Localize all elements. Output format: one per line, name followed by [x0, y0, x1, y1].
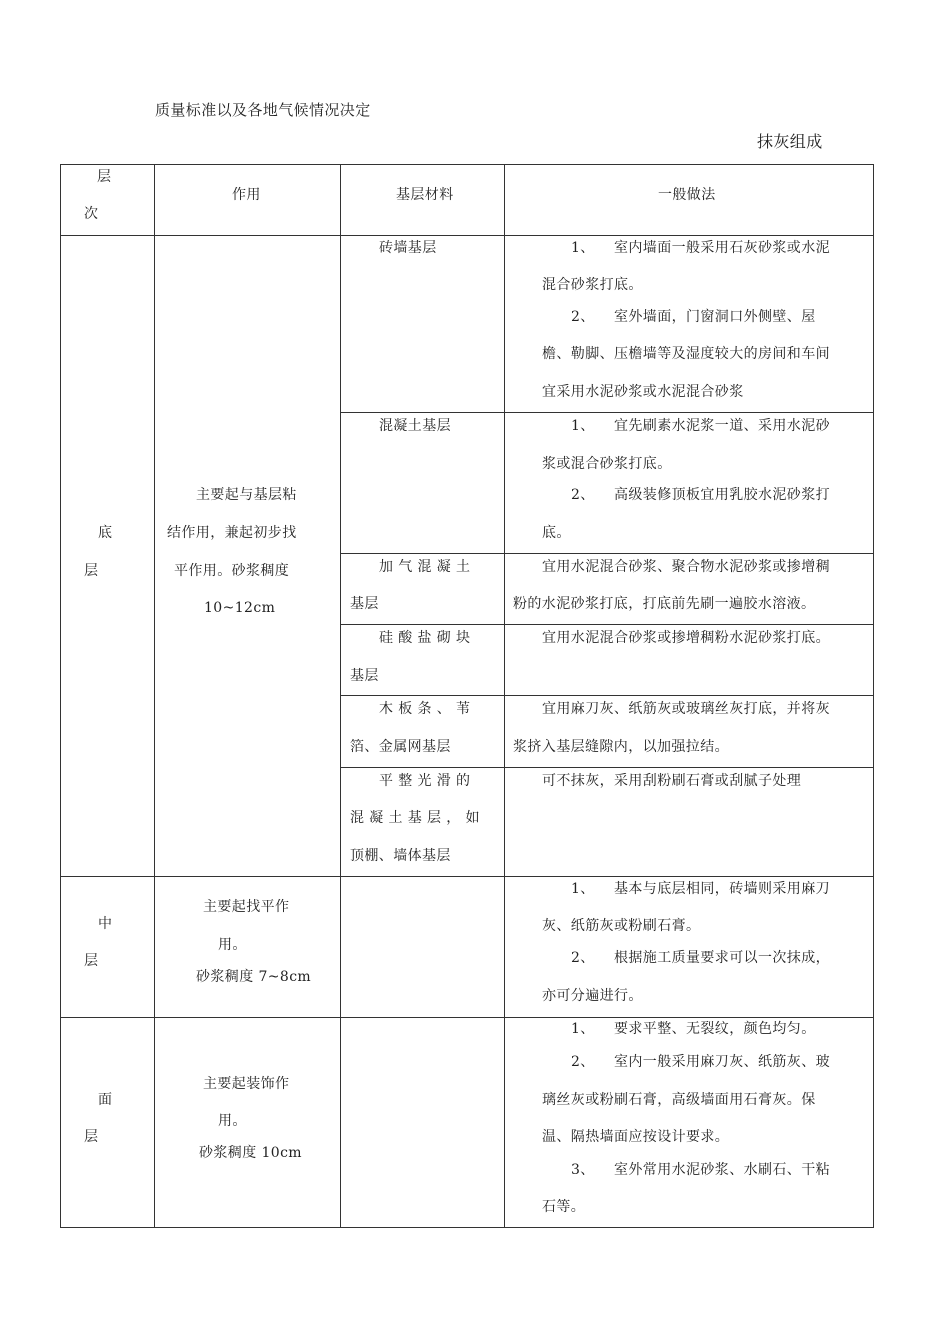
function-text: 砂浆稠度 10cm [199, 1145, 302, 1161]
method-number: 1、 [571, 1021, 595, 1037]
method-text: 混合砂浆打底。 [542, 277, 643, 293]
table-divider [340, 412, 874, 413]
method-text: 宜采用水泥砂浆或水泥混合砂浆 [542, 384, 744, 400]
document-title: 质量标准以及各地气候情况决定 [155, 101, 371, 119]
column-divider [340, 164, 341, 1228]
method-text: 室内墙面一般采用石灰砂浆或水泥 [614, 240, 830, 256]
method-text: 底。 [542, 525, 571, 541]
method-text: 檐、勒脚、压檐墙等及湿度较大的房间和车间 [542, 346, 830, 362]
layer-name: 面 [98, 1092, 113, 1108]
base-material-name: 基层 [350, 668, 379, 684]
method-text: 宜用水泥混合砂浆或掺增稠粉水泥砂浆打底。 [542, 630, 830, 646]
method-text: 浆或混合砂浆打底。 [542, 456, 672, 472]
table-border-bottom [60, 1227, 874, 1228]
base-material-name: 顶棚、墙体基层 [350, 848, 451, 864]
method-text: 要求平整、无裂纹，颜色均匀。 [614, 1021, 816, 1037]
method-number: 3、 [571, 1162, 595, 1178]
table-divider [60, 235, 874, 236]
function-text: 主要起找平作 [203, 899, 290, 915]
base-material-name: 基层 [350, 596, 379, 612]
base-material-name: 砖墙基层 [379, 240, 437, 256]
method-number: 2、 [571, 1054, 595, 1070]
method-text: 浆挤入基层缝隙内，以加强拉结。 [513, 739, 729, 755]
function-text: 平作用。砂浆稠度 [174, 563, 290, 579]
function-text: 用。 [218, 937, 247, 953]
base-material-name: 木 板 条 、 苇 [379, 701, 471, 717]
method-text: 宜用麻刀灰、纸筋灰或玻璃丝灰打底，并将灰 [542, 701, 830, 717]
method-text: 根据施工质量要求可以一次抹成， [614, 950, 830, 966]
method-text: 室内一般采用麻刀灰、纸筋灰、玻 [614, 1054, 830, 1070]
method-number: 2、 [571, 487, 595, 503]
method-number: 1、 [571, 240, 595, 256]
table-divider [60, 1017, 874, 1018]
method-text: 基本与底层相同，砖墙则采用麻刀 [614, 881, 830, 897]
layer-name: 层 [84, 563, 99, 579]
table-border-right [873, 164, 874, 1228]
method-text: 灰、纸筋灰或粉刷石膏。 [542, 918, 701, 934]
method-text: 室外常用水泥砂浆、水刷石、干粘 [614, 1162, 830, 1178]
table-divider [340, 553, 874, 554]
method-text: 宜用水泥混合砂浆、聚合物水泥砂浆或掺增稠 [542, 559, 830, 575]
function-text: 结作用，兼起初步找 [167, 525, 297, 541]
header-layer: 次 [84, 206, 99, 222]
table-divider [340, 695, 874, 696]
method-text: 宜先刷素水泥浆一道、采用水泥砂 [614, 418, 830, 434]
base-material-name: 混凝土基层 [379, 418, 451, 434]
column-divider [504, 164, 505, 1228]
header-method: 一般做法 [658, 187, 716, 203]
table-border-left [60, 164, 61, 1228]
base-material-name: 平 整 光 滑 的 [379, 773, 471, 789]
function-text: 砂浆稠度 7~8cm [196, 969, 312, 985]
method-text: 粉的水泥砂浆打底，打底前先刷一遍胶水溶液。 [513, 596, 816, 612]
column-divider [154, 164, 155, 1228]
function-text: 用。 [218, 1113, 247, 1129]
method-number: 2、 [571, 309, 595, 325]
base-material-name: 加 气 混 凝 土 [379, 559, 471, 575]
layer-name: 层 [84, 953, 99, 969]
header-base-material: 基层材料 [396, 187, 454, 203]
function-text: 主要起装饰作 [203, 1076, 290, 1092]
method-text: 亦可分遍进行。 [542, 988, 643, 1004]
base-material-name: 硅 酸 盐 砌 块 [379, 630, 471, 646]
method-text: 可不抹灰，采用刮粉刷石膏或刮腻子处理 [542, 773, 802, 789]
method-text: 璃丝灰或粉刷石膏，高级墙面用石膏灰。保 [542, 1092, 816, 1108]
table-divider [340, 767, 874, 768]
table-divider [340, 624, 874, 625]
method-number: 1、 [571, 881, 595, 897]
table-caption: 抹灰组成 [757, 132, 823, 151]
base-material-name: 箔、金属网基层 [350, 739, 451, 755]
method-text: 高级装修顶板宜用乳胶水泥砂浆打 [614, 487, 830, 503]
method-text: 室外墙面，门窗洞口外侧壁、屋 [614, 309, 816, 325]
header-layer: 层 [97, 169, 112, 185]
layer-name: 底 [98, 525, 113, 541]
function-text: 10~12cm [204, 600, 276, 616]
base-material-name: 混 凝 土 基 层 ， 如 [350, 810, 480, 826]
layer-name: 中 [98, 916, 113, 932]
method-number: 1、 [571, 418, 595, 434]
method-text: 温、隔热墙面应按设计要求。 [542, 1129, 730, 1145]
table-divider [60, 876, 874, 877]
layer-name: 层 [84, 1129, 99, 1145]
function-text: 主要起与基层粘 [196, 487, 297, 503]
header-function: 作用 [232, 187, 261, 203]
method-number: 2、 [571, 950, 595, 966]
method-text: 石等。 [542, 1199, 586, 1215]
table-border-top [60, 164, 874, 165]
